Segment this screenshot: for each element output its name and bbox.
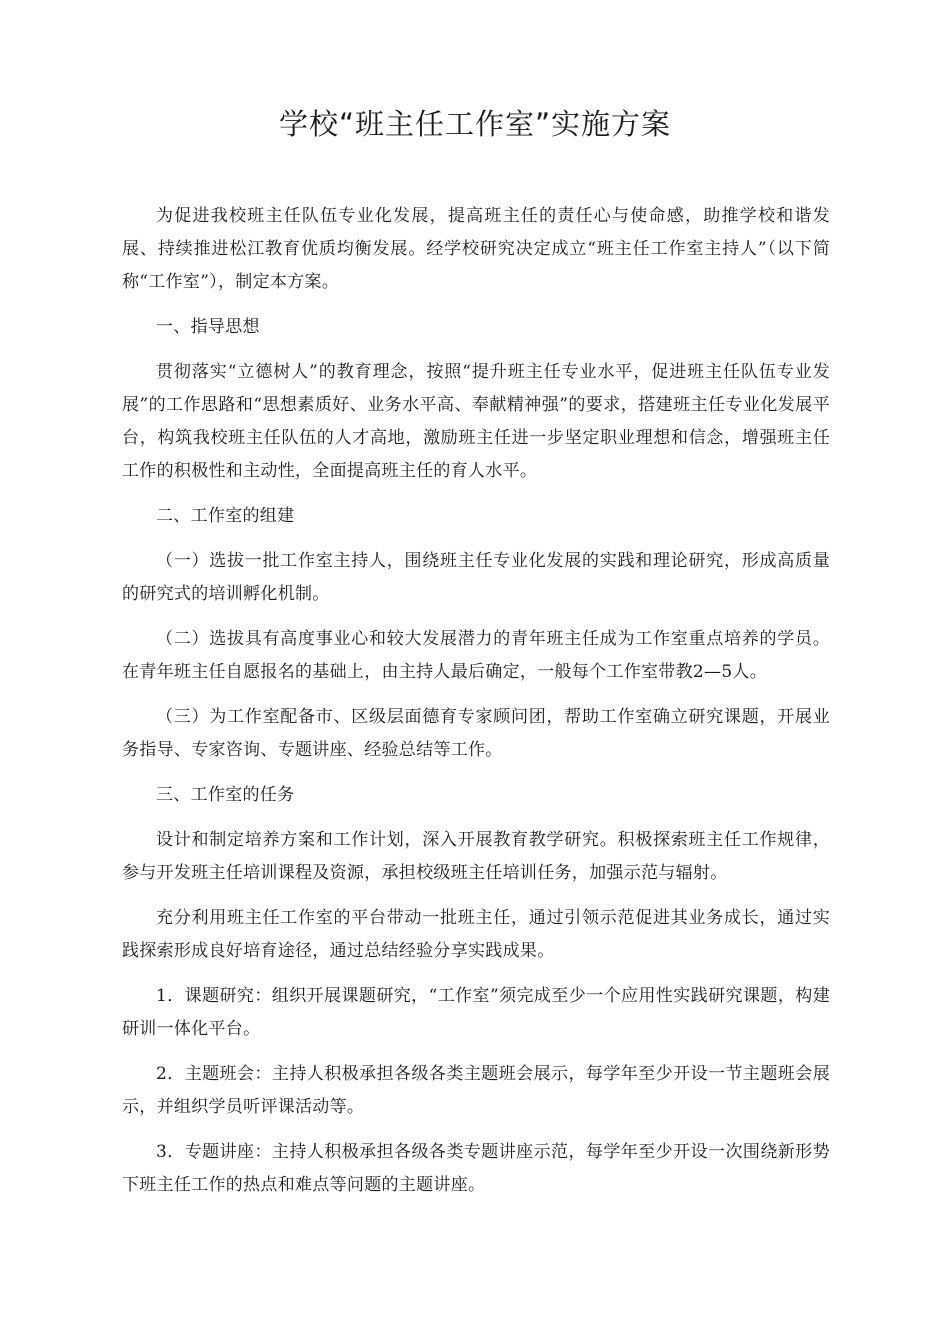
tasks-paragraph-1: 设计和制定培养方案和工作计划，深入开展教育教学研究。积极探索班主任工作规律，参与开发班主任培训课程及资源，承担校级班主任培训任务，加强示范与辐射。 xyxy=(122,830,830,883)
document-title: 学校“班主任工作室”实施方案 xyxy=(278,107,672,141)
section-heading-studio-tasks: 三、工作室的任务 xyxy=(156,785,295,805)
section-heading-guiding-ideology: 一、指导思想 xyxy=(156,317,260,337)
intro-paragraph: 为促进我校班主任队伍专业化发展，提高班主任的责任心与使命感，助推学校和谐发展、持续推进松江教育优质均衡发展。经学校研究决定成立“班主任工作室主持人”（以下简称“工作室”），制定本方案。 xyxy=(122,206,830,292)
task-item-lecture: 3．专题讲座：主持人积极承担各级各类专题讲座示范，每学年至少开设一次围绕新形势下班主任工作的热点和难点等问题的主题讲座。 xyxy=(122,1142,830,1195)
formation-item-3: （三）为工作室配备市、区级层面德育专家顾问团，帮助工作室确立研究课题，开展业务指导、专家咨询、专题讲座、经验总结等工作。 xyxy=(122,707,830,760)
document-body xyxy=(122,200,830,1214)
formation-item-1: （一）选拔一批工作室主持人，围绕班主任专业化发展的实践和理论研究，形成高质量的研究式的培训孵化机制。 xyxy=(122,551,830,604)
guiding-ideology-paragraph: 贯彻落实“立德树人”的教育理念，按照“提升班主任专业水平，促进班主任队伍专业发展”的工作思路和“思想素质好、业务水平高、奉献精神强”的要求，搭建班主任专业化发展平台，构筑我校班主任队伍的人才高地，激励班主任进一步坚定职业理想和信念，增强班主任工作的积极性和主动性，全面提高班主任的育人水平。 xyxy=(122,362,830,481)
task-item-class-meeting: 2．主题班会：主持人积极承担各级各类主题班会展示，每学年至少开设一节主题班会展示，并组织学员听评课活动等。 xyxy=(122,1064,830,1117)
tasks-paragraph-2: 充分利用班主任工作室的平台带动一批班主任，通过引领示范促进其业务成长，通过实践探索形成良好培育途径，通过总结经验分享实践成果。 xyxy=(122,908,830,961)
section-heading-studio-formation: 二、工作室的组建 xyxy=(156,506,295,526)
task-item-research: 1．课题研究：组织开展课题研究，“工作室”须完成至少一个应用性实践研究课题，构建研训一体化平台。 xyxy=(122,986,830,1039)
formation-item-2: （二）选拔具有高度事业心和较大发展潜力的青年班主任成为工作室重点培养的学员。在青年班主任自愿报名的基础上，由主持人最后确定，一般每个工作室带教2—5人。 xyxy=(122,629,830,682)
